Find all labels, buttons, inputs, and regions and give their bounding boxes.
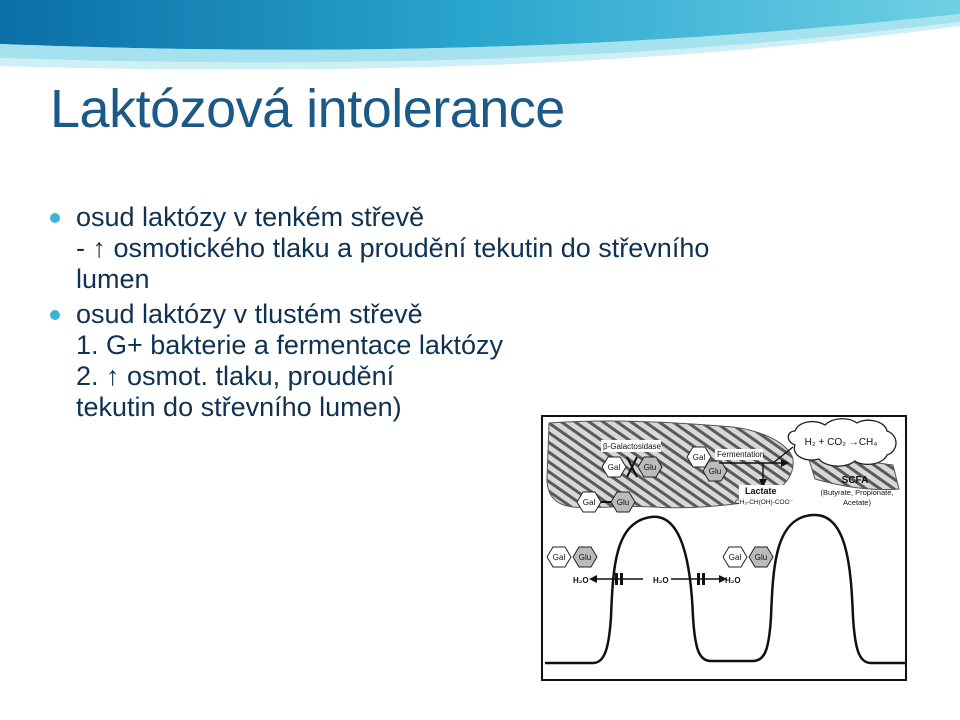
fermentation-label: Fermentation xyxy=(717,450,765,459)
scfa-detail: Acetate) xyxy=(843,498,871,507)
bullet-list xyxy=(50,202,930,423)
villi-outline xyxy=(545,515,905,663)
scfa-label: SCFA xyxy=(841,475,869,486)
svg-text:Glu: Glu xyxy=(708,467,722,476)
intestine-diagram xyxy=(541,415,907,681)
bullet-dot-icon xyxy=(50,213,60,223)
bullet-dot-icon xyxy=(50,310,60,320)
gas-label: H₂ + CO₂ →CH₄ xyxy=(804,437,878,448)
bullet-subline: 1. G+ bakterie a fermentace laktózy xyxy=(76,330,503,360)
svg-text:Glu: Glu xyxy=(616,498,630,507)
svg-text:Gal: Gal xyxy=(692,453,706,462)
svg-text:Gal: Gal xyxy=(552,553,566,562)
scfa-detail: (Butyrate, Propionate, xyxy=(820,488,894,497)
water-label: H₂O xyxy=(573,576,589,585)
header-banner xyxy=(0,0,960,80)
svg-text:Glu: Glu xyxy=(578,553,592,562)
gal-hexagon xyxy=(723,547,747,567)
slide-title: Laktózová intolerance xyxy=(50,79,565,139)
enzyme-label: β-Galactosidase xyxy=(603,442,661,451)
water-label: H₂O xyxy=(653,576,669,585)
bullet-subline: tekutin do střevního lumen) xyxy=(76,392,402,422)
bullet-subline: - ↑ osmotického tlaku a proudění tekutin do střevního xyxy=(76,233,710,263)
lactate-label: Lactate xyxy=(745,486,777,496)
glu-hexagon xyxy=(749,547,773,567)
svg-text:Gal: Gal xyxy=(607,463,621,472)
gal-hexagon xyxy=(547,547,571,567)
svg-text:Gal: Gal xyxy=(582,498,596,507)
bullet-text: osud laktózy v tlustém střevě xyxy=(76,299,423,329)
bullet-item xyxy=(50,299,930,330)
glu-hexagon xyxy=(573,547,597,567)
water-label: H₂O xyxy=(725,576,741,585)
svg-text:Glu: Glu xyxy=(643,463,657,472)
bullet-text: osud laktózy v tenkém střevě xyxy=(76,202,425,232)
bullet-subline: lumen xyxy=(76,264,150,294)
svg-text:Gal: Gal xyxy=(728,553,742,562)
bullet-subline: 2. ↑ osmot. tlaku, proudění xyxy=(76,361,395,391)
lactate-formula: CH₃-CH(OH)-COO⁻ xyxy=(735,499,794,506)
svg-text:Glu: Glu xyxy=(754,553,768,562)
bullet-item xyxy=(50,202,930,233)
